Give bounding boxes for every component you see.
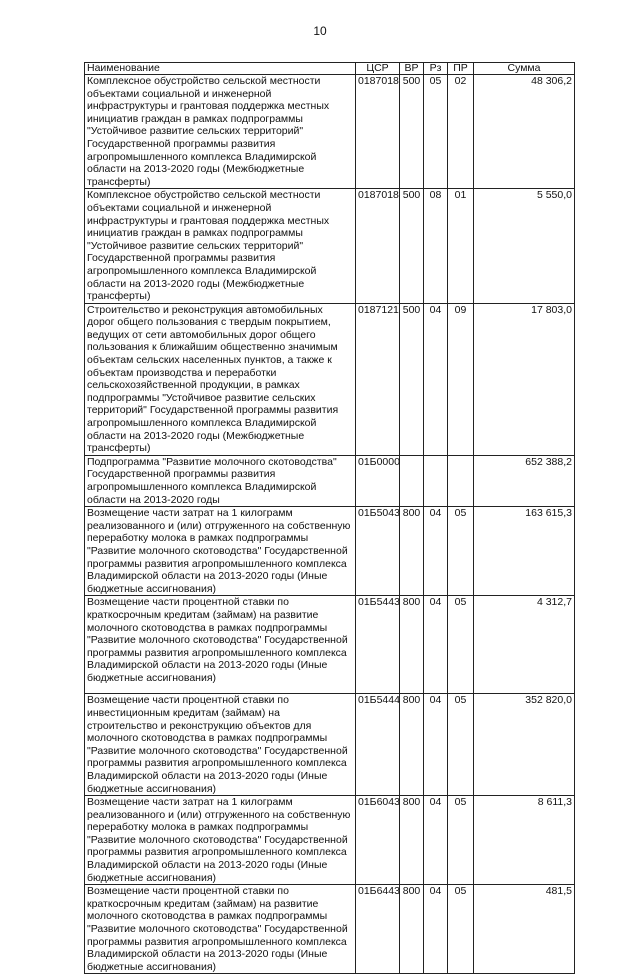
table-row [85,885,575,974]
header-name: Наименование [85,63,356,75]
row-sum: 352 820,0 [474,694,575,796]
row-sum: 481,5 [474,885,575,974]
row-name: Возмещение части процентной ставки по инвестиционным кредитам (займам) на строительство и реконструкцию объектов для молочного скотоводства в рамках подпрограммы "Развитие молочного скотоводства" Государственной программы развития агропромышленного комплекса Владимирской области на 2013-2020 годы (Иные бюджетные ассигнования) [85,694,356,796]
table-row [85,303,575,455]
row-csr: 01Б6043 [356,796,400,885]
row-pr [448,455,474,506]
row-name: Комплексное обустройство сельской местности объектами социальной и инженерной инфраструктуры и грантовая поддержка местных инициатив граждан в рамках подпрограммы "Устойчивое развитие сельских территорий" Государственной программы развития агропромышленного комплекса Владимирской области на 2013-2020 годы (Межбюджетные трансферты) [85,75,356,189]
row-name: Комплексное обустройство сельской местности объектами социальной и инженерной инфраструктуры и грантовая поддержка местных инициатив граждан в рамках подпрограммы "Устойчивое развитие сельских территорий" Государственной программы развития агропромышленного комплекса Владимирской области на 2013-2020 годы (Межбюджетные трансферты) [85,189,356,303]
row-sum: 17 803,0 [474,303,575,455]
table-header-row [85,63,575,75]
row-rz: 04 [424,694,448,796]
row-sum: 48 306,2 [474,75,575,189]
table-row [85,75,575,189]
row-sum: 5 550,0 [474,189,575,303]
row-rz: 04 [424,796,448,885]
row-vr: 800 [400,507,424,596]
row-pr: 09 [448,303,474,455]
table-row [85,596,575,694]
row-csr: 01Б6443 [356,885,400,974]
row-sum: 4 312,7 [474,596,575,694]
row-vr: 500 [400,189,424,303]
header-csr: ЦСР [356,63,400,75]
page-number: 10 [313,24,327,38]
row-csr: 01Б5443 [356,596,400,694]
row-vr: 800 [400,694,424,796]
row-rz: 04 [424,507,448,596]
header-pr: ПР [448,63,474,75]
row-rz: 05 [424,75,448,189]
row-rz: 04 [424,303,448,455]
table-row [85,796,575,885]
row-rz [424,455,448,506]
row-csr: 0187121 [356,303,400,455]
header-vr: ВР [400,63,424,75]
row-rz: 04 [424,885,448,974]
table-row [85,507,575,596]
row-pr: 05 [448,694,474,796]
row-vr: 800 [400,796,424,885]
row-csr: 0187018 [356,189,400,303]
table-row [85,189,575,303]
row-name: Возмещение части затрат на 1 килограмм реализованного и (или) отгруженного на собственную переработку молока в рамках подпрограммы "Развитие молочного скотоводства" Государственной программы развития агропромышленного комплекса Владимирской области на 2013-2020 годы (Иные бюджетные ассигнования) [85,507,356,596]
row-sum: 163 615,3 [474,507,575,596]
row-rz: 08 [424,189,448,303]
row-csr: 0187018 [356,75,400,189]
row-vr: 500 [400,75,424,189]
row-vr [400,455,424,506]
row-pr: 05 [448,507,474,596]
table-row [85,694,575,796]
budget-table [84,62,575,974]
header-sum: Сумма [474,63,575,75]
row-vr: 500 [400,303,424,455]
row-name: Возмещение части затрат на 1 килограмм реализованного и (или) отгруженного на собственную переработку молока в рамках подпрограммы "Развитие молочного скотоводства" Государственной программы развития агропромышленного комплекса Владимирской области на 2013-2020 годы (Иные бюджетные ассигнования) [85,796,356,885]
row-name: Возмещение части процентной ставки по краткосрочным кредитам (займам) на развитие молочного скотоводства в рамках подпрограммы "Развитие молочного скотоводства" Государственной программы развития агропромышленного комплекса Владимирской области на 2013-2020 годы (Иные бюджетные ассигнования) [85,596,356,694]
row-vr: 800 [400,596,424,694]
header-rz: Рз [424,63,448,75]
row-pr: 05 [448,885,474,974]
row-csr: 01Б0000 [356,455,400,506]
row-rz: 04 [424,596,448,694]
row-name: Строительство и реконструкция автомобильных дорог общего пользования с твердым покрытием, ведущих от сети автомобильных дорог общего пользования к ближайшим общественно значимым объектам сельских населенных пунктов, а также к объектам производства и переработки сельскохозяйственной продукции, в рамках подпрограммы "Устойчивое развитие сельских территорий" Государственной программы развития агропромышленного комплекса Владимирской области на 2013-2020 годы (Межбюджетные трансферты) [85,303,356,455]
row-name: Возмещение части процентной ставки по краткосрочным кредитам (займам) на развитие молочного скотоводства в рамках подпрограммы "Развитие молочного скотоводства" Государственной программы развития агропромышленного комплекса Владимирской области на 2013-2020 годы (Иные бюджетные ассигнования) [85,885,356,974]
table-row [85,455,575,506]
row-pr: 05 [448,596,474,694]
row-csr: 01Б5444 [356,694,400,796]
row-pr: 02 [448,75,474,189]
row-csr: 01Б5043 [356,507,400,596]
row-sum: 652 388,2 [474,455,575,506]
row-pr: 05 [448,796,474,885]
row-pr: 01 [448,189,474,303]
row-vr: 800 [400,885,424,974]
row-name: Подпрограмма "Развитие молочного скотоводства" Государственной программы развития агропромышленного комплекса Владимирской области на 2013-2020 годы [85,455,356,506]
row-sum: 8 611,3 [474,796,575,885]
